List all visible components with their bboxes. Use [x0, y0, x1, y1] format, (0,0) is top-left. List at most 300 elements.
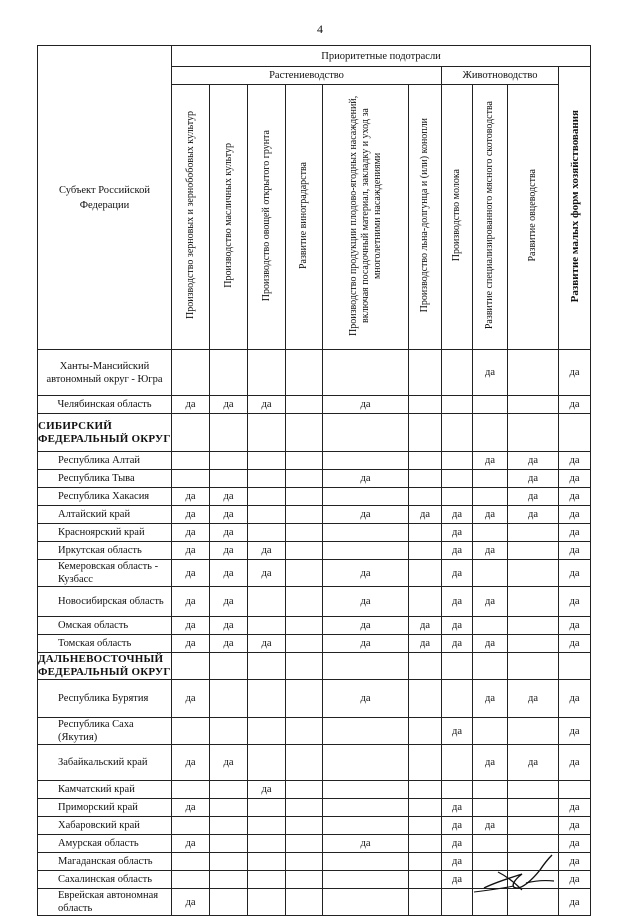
- value-cell: да: [442, 835, 473, 853]
- value-cell: [442, 452, 473, 470]
- value-cell: [409, 396, 442, 414]
- column-header-milk: [442, 85, 473, 350]
- value-cell: [508, 781, 559, 799]
- region-name: Челябинская область: [38, 396, 172, 414]
- value-cell: да: [473, 817, 508, 835]
- value-cell: да: [559, 889, 591, 916]
- value-cell: да: [508, 680, 559, 718]
- value-cell: [248, 617, 286, 635]
- value-cell: [286, 524, 323, 542]
- empty-cell: [210, 653, 248, 680]
- table-row: [38, 524, 591, 542]
- value-cell: да: [172, 745, 210, 781]
- value-cell: [323, 718, 409, 745]
- value-cell: да: [559, 799, 591, 817]
- value-cell: да: [323, 617, 409, 635]
- district-row: [38, 653, 591, 680]
- value-cell: [442, 680, 473, 718]
- region-name: Республика Саха (Якутия): [38, 718, 172, 745]
- value-cell: [508, 617, 559, 635]
- column-header-grain: [172, 85, 210, 350]
- value-cell: [473, 560, 508, 587]
- value-cell: да: [248, 781, 286, 799]
- value-cell: [473, 781, 508, 799]
- value-cell: [248, 680, 286, 718]
- table-row: [38, 635, 591, 653]
- value-cell: [323, 781, 409, 799]
- value-cell: [286, 799, 323, 817]
- value-cell: [286, 871, 323, 889]
- value-cell: [286, 680, 323, 718]
- region-name: Кемеровская область - Кузбасс: [38, 560, 172, 587]
- value-cell: да: [172, 617, 210, 635]
- value-cell: да: [210, 745, 248, 781]
- value-cell: [409, 871, 442, 889]
- value-cell: да: [409, 506, 442, 524]
- value-cell: да: [559, 524, 591, 542]
- value-cell: [473, 617, 508, 635]
- value-cell: да: [172, 396, 210, 414]
- value-cell: да: [172, 560, 210, 587]
- value-cell: да: [172, 524, 210, 542]
- livestock-group-header: Животноводство: [442, 67, 559, 85]
- value-cell: да: [442, 506, 473, 524]
- region-name: Приморский край: [38, 799, 172, 817]
- value-cell: да: [210, 542, 248, 560]
- column-header-flax-hemp: [409, 85, 442, 350]
- value-cell: да: [172, 889, 210, 916]
- value-cell: [409, 835, 442, 853]
- column-header-label: Развитие овцеводства: [527, 169, 538, 262]
- value-cell: да: [442, 871, 473, 889]
- value-cell: [409, 799, 442, 817]
- value-cell: [210, 350, 248, 396]
- empty-cell: [473, 653, 508, 680]
- value-cell: [508, 350, 559, 396]
- column-header-label: Производство льна-долгунца и (или) конопли: [419, 118, 430, 313]
- value-cell: [323, 799, 409, 817]
- value-cell: [248, 871, 286, 889]
- value-cell: [286, 560, 323, 587]
- value-cell: да: [508, 745, 559, 781]
- value-cell: да: [210, 617, 248, 635]
- value-cell: [286, 718, 323, 745]
- value-cell: [409, 587, 442, 617]
- value-cell: [323, 889, 409, 916]
- value-cell: да: [559, 488, 591, 506]
- value-cell: да: [323, 470, 409, 488]
- region-name: Республика Тыва: [38, 470, 172, 488]
- table-row: [38, 817, 591, 835]
- value-cell: [248, 718, 286, 745]
- value-cell: [409, 781, 442, 799]
- empty-cell: [323, 414, 409, 452]
- value-cell: [172, 853, 210, 871]
- value-cell: [323, 542, 409, 560]
- column-header-viticulture: [286, 85, 323, 350]
- empty-cell: [473, 414, 508, 452]
- value-cell: [473, 718, 508, 745]
- region-name: Сахалинская область: [38, 871, 172, 889]
- value-cell: да: [172, 542, 210, 560]
- value-cell: [248, 799, 286, 817]
- value-cell: [172, 871, 210, 889]
- value-cell: да: [559, 635, 591, 653]
- value-cell: да: [559, 680, 591, 718]
- value-cell: да: [559, 617, 591, 635]
- value-cell: да: [559, 718, 591, 745]
- value-cell: [210, 889, 248, 916]
- value-cell: [323, 817, 409, 835]
- value-cell: [323, 524, 409, 542]
- value-cell: да: [323, 506, 409, 524]
- empty-cell: [559, 653, 591, 680]
- value-cell: да: [508, 452, 559, 470]
- value-cell: [409, 470, 442, 488]
- value-cell: да: [210, 560, 248, 587]
- column-header-fruit-berry: [323, 85, 409, 350]
- table-row: [38, 718, 591, 745]
- value-cell: да: [210, 506, 248, 524]
- value-cell: да: [559, 560, 591, 587]
- value-cell: да: [559, 871, 591, 889]
- value-cell: [248, 350, 286, 396]
- value-cell: да: [172, 506, 210, 524]
- value-cell: [248, 587, 286, 617]
- value-cell: [172, 718, 210, 745]
- value-cell: да: [210, 396, 248, 414]
- value-cell: да: [442, 635, 473, 653]
- value-cell: [286, 635, 323, 653]
- value-cell: [286, 617, 323, 635]
- value-cell: [248, 889, 286, 916]
- value-cell: [286, 470, 323, 488]
- value-cell: да: [323, 680, 409, 718]
- value-cell: да: [559, 470, 591, 488]
- table-row: [38, 488, 591, 506]
- crop-group-header: Растениеводство: [172, 67, 442, 85]
- value-cell: [508, 799, 559, 817]
- value-cell: [248, 853, 286, 871]
- value-cell: да: [473, 506, 508, 524]
- value-cell: да: [210, 635, 248, 653]
- value-cell: [210, 853, 248, 871]
- value-cell: да: [172, 488, 210, 506]
- empty-cell: [559, 414, 591, 452]
- value-cell: да: [473, 587, 508, 617]
- value-cell: да: [508, 470, 559, 488]
- empty-cell: [172, 653, 210, 680]
- value-cell: да: [442, 799, 473, 817]
- value-cell: [409, 680, 442, 718]
- value-cell: [248, 524, 286, 542]
- region-name: Республика Хакасия: [38, 488, 172, 506]
- value-cell: да: [172, 635, 210, 653]
- empty-cell: [248, 414, 286, 452]
- region-name: Иркутская область: [38, 542, 172, 560]
- value-cell: [286, 452, 323, 470]
- value-cell: [323, 350, 409, 396]
- value-cell: [172, 470, 210, 488]
- value-cell: да: [248, 560, 286, 587]
- value-cell: да: [508, 506, 559, 524]
- empty-cell: [409, 653, 442, 680]
- empty-cell: [442, 653, 473, 680]
- table-row: [38, 470, 591, 488]
- value-cell: [323, 488, 409, 506]
- value-cell: [442, 488, 473, 506]
- region-name: Новосибирская область: [38, 587, 172, 617]
- value-cell: [409, 817, 442, 835]
- value-cell: [323, 871, 409, 889]
- region-name: Забайкальский край: [38, 745, 172, 781]
- value-cell: [248, 506, 286, 524]
- value-cell: [210, 781, 248, 799]
- handwritten-signature-icon: [470, 850, 560, 900]
- value-cell: да: [210, 587, 248, 617]
- value-cell: [210, 718, 248, 745]
- value-cell: да: [323, 560, 409, 587]
- empty-cell: [442, 414, 473, 452]
- value-cell: да: [323, 635, 409, 653]
- value-cell: да: [172, 587, 210, 617]
- table-row: [38, 560, 591, 587]
- column-header-oilseed: [210, 85, 248, 350]
- value-cell: [508, 718, 559, 745]
- value-cell: [442, 470, 473, 488]
- value-cell: [286, 853, 323, 871]
- column-header-sheep: [508, 85, 559, 350]
- value-cell: [442, 396, 473, 414]
- value-cell: [409, 560, 442, 587]
- region-name: Хабаровский край: [38, 817, 172, 835]
- value-cell: да: [559, 835, 591, 853]
- region-name: Омская область: [38, 617, 172, 635]
- value-cell: [409, 452, 442, 470]
- value-cell: да: [473, 635, 508, 653]
- table-row: [38, 452, 591, 470]
- region-name: Амурская область: [38, 835, 172, 853]
- priority-header: Приоритетные подотрасли: [172, 46, 591, 67]
- value-cell: [473, 470, 508, 488]
- value-cell: [210, 871, 248, 889]
- value-cell: [286, 542, 323, 560]
- value-cell: [286, 350, 323, 396]
- value-cell: [323, 452, 409, 470]
- value-cell: [508, 542, 559, 560]
- value-cell: [286, 745, 323, 781]
- column-header-label: Производство молока: [451, 169, 462, 262]
- value-cell: [473, 396, 508, 414]
- value-cell: [248, 488, 286, 506]
- value-cell: да: [210, 524, 248, 542]
- value-cell: да: [172, 835, 210, 853]
- column-header-label: Производство овощей открытого грунта: [260, 129, 272, 302]
- value-cell: [286, 587, 323, 617]
- value-cell: [409, 853, 442, 871]
- value-cell: [508, 396, 559, 414]
- value-cell: [508, 817, 559, 835]
- value-cell: да: [442, 853, 473, 871]
- value-cell: да: [248, 635, 286, 653]
- value-cell: [409, 350, 442, 396]
- value-cell: [210, 470, 248, 488]
- value-cell: [248, 470, 286, 488]
- value-cell: [286, 506, 323, 524]
- value-cell: [248, 817, 286, 835]
- value-cell: [409, 745, 442, 781]
- table-row: [38, 617, 591, 635]
- column-header-vegetables: [248, 85, 286, 350]
- page-number: 4: [317, 22, 323, 36]
- value-cell: [172, 817, 210, 835]
- value-cell: [323, 853, 409, 871]
- value-cell: [559, 781, 591, 799]
- empty-cell: [409, 414, 442, 452]
- value-cell: [210, 799, 248, 817]
- value-cell: да: [559, 745, 591, 781]
- empty-cell: [210, 414, 248, 452]
- value-cell: да: [442, 718, 473, 745]
- value-cell: [210, 817, 248, 835]
- value-cell: да: [409, 617, 442, 635]
- column-header-label: Производство масличных культур: [222, 143, 234, 288]
- value-cell: [286, 817, 323, 835]
- region-name: Республика Алтай: [38, 452, 172, 470]
- value-cell: [473, 488, 508, 506]
- table-row: [38, 799, 591, 817]
- value-cell: [323, 745, 409, 781]
- table-row: [38, 542, 591, 560]
- table-row: [38, 506, 591, 524]
- value-cell: [473, 524, 508, 542]
- column-header-label: Развитие специализированного мясного скотоводства: [484, 101, 495, 330]
- value-cell: да: [473, 350, 508, 396]
- subject-header: Субъект Российской Федерации: [38, 46, 172, 350]
- value-cell: да: [473, 542, 508, 560]
- value-cell: [508, 587, 559, 617]
- value-cell: [442, 889, 473, 916]
- value-cell: да: [508, 488, 559, 506]
- column-header-label: Развитие малых форм хозяйствования: [568, 110, 581, 303]
- value-cell: [473, 799, 508, 817]
- table-body: [38, 350, 591, 916]
- value-cell: [210, 835, 248, 853]
- empty-cell: [323, 653, 409, 680]
- value-cell: да: [248, 396, 286, 414]
- value-cell: да: [323, 835, 409, 853]
- value-cell: да: [473, 680, 508, 718]
- value-cell: [409, 542, 442, 560]
- value-cell: да: [248, 542, 286, 560]
- column-header-label: Развитие виноградарства: [298, 161, 309, 269]
- value-cell: да: [323, 587, 409, 617]
- value-cell: [442, 781, 473, 799]
- district-name: ДАЛЬНЕВОСТОЧНЫЙ ФЕДЕРАЛЬНЫЙ ОКРУГ: [38, 653, 171, 678]
- value-cell: [248, 452, 286, 470]
- table-row: [38, 396, 591, 414]
- value-cell: [508, 524, 559, 542]
- value-cell: да: [559, 817, 591, 835]
- value-cell: да: [559, 587, 591, 617]
- value-cell: [286, 835, 323, 853]
- value-cell: [409, 524, 442, 542]
- value-cell: [409, 889, 442, 916]
- value-cell: [172, 452, 210, 470]
- value-cell: да: [323, 396, 409, 414]
- value-cell: да: [559, 542, 591, 560]
- value-cell: да: [559, 452, 591, 470]
- column-header-beef-cattle: [473, 85, 508, 350]
- region-name: Алтайский край: [38, 506, 172, 524]
- value-cell: да: [442, 617, 473, 635]
- priority-subsectors-table: [37, 45, 591, 916]
- region-name: Еврейская автономная область: [38, 889, 172, 916]
- value-cell: [286, 889, 323, 916]
- value-cell: [172, 350, 210, 396]
- value-cell: да: [442, 587, 473, 617]
- value-cell: [442, 745, 473, 781]
- region-name: Ханты-Мансийский автономный округ - Югра: [38, 350, 172, 396]
- value-cell: да: [442, 560, 473, 587]
- empty-cell: [172, 414, 210, 452]
- empty-cell: [286, 653, 323, 680]
- value-cell: [508, 635, 559, 653]
- value-cell: [409, 718, 442, 745]
- value-cell: [442, 350, 473, 396]
- value-cell: [508, 560, 559, 587]
- value-cell: да: [559, 506, 591, 524]
- empty-cell: [248, 653, 286, 680]
- region-name: Магаданская область: [38, 853, 172, 871]
- value-cell: да: [559, 853, 591, 871]
- value-cell: [286, 488, 323, 506]
- value-cell: [248, 835, 286, 853]
- value-cell: [210, 452, 248, 470]
- value-cell: [286, 781, 323, 799]
- value-cell: да: [559, 350, 591, 396]
- value-cell: да: [172, 799, 210, 817]
- value-cell: да: [559, 396, 591, 414]
- region-name: Республика Бурятия: [38, 680, 172, 718]
- column-header-label: Производство зерновых и зернобобовых культур: [184, 111, 196, 320]
- value-cell: да: [442, 524, 473, 542]
- table-row: [38, 587, 591, 617]
- region-name: Камчатский край: [38, 781, 172, 799]
- value-cell: [172, 781, 210, 799]
- empty-cell: [286, 414, 323, 452]
- value-cell: да: [442, 817, 473, 835]
- value-cell: да: [442, 542, 473, 560]
- region-name: Томская область: [38, 635, 172, 653]
- district-name: СИБИРСКИЙ ФЕДЕРАЛЬНЫЙ ОКРУГ: [38, 414, 172, 452]
- table-row: [38, 745, 591, 781]
- empty-cell: [508, 414, 559, 452]
- column-header-label: Производство продукции плодово-ягодных насаждений, включая посадочный материал, закладку и уход за многолетними насаждениями: [347, 95, 383, 336]
- table-row: [38, 350, 591, 396]
- district-row: [38, 414, 591, 452]
- value-cell: [248, 745, 286, 781]
- value-cell: [210, 680, 248, 718]
- value-cell: да: [473, 452, 508, 470]
- table-row: [38, 680, 591, 718]
- value-cell: да: [409, 635, 442, 653]
- value-cell: да: [473, 745, 508, 781]
- table-row: [38, 781, 591, 799]
- column-header-small-farms: [559, 67, 591, 350]
- empty-cell: [508, 653, 559, 680]
- value-cell: [286, 396, 323, 414]
